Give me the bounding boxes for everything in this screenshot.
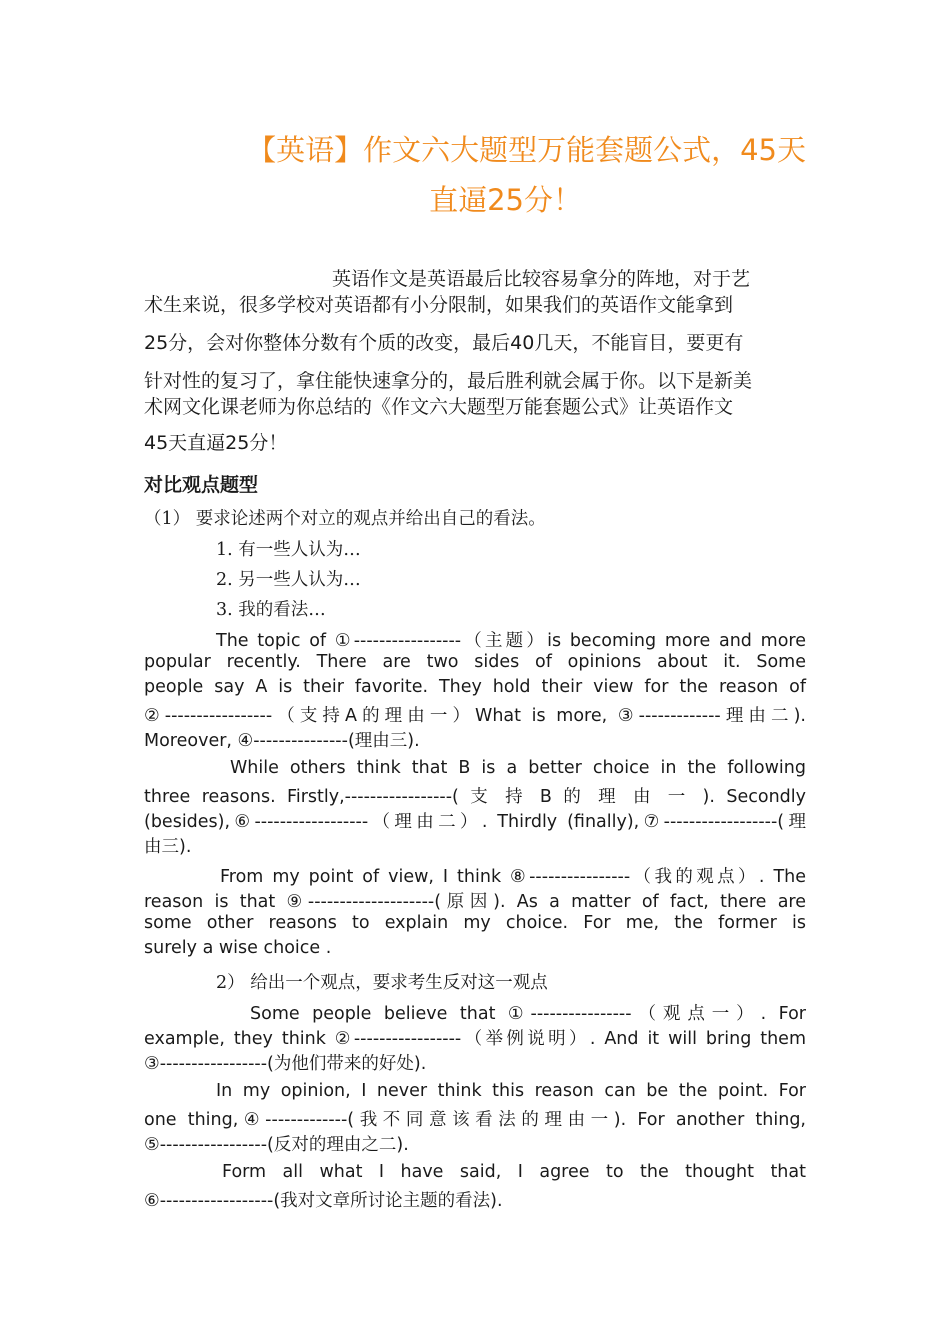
- document-title-line-2: 直逼25分！: [429, 183, 582, 217]
- para-line: ⑥------------------(我对文章所讨论主题的看法).: [144, 1191, 503, 1211]
- para-line: ②-----------------（支持A的理由一）What is more, ③-------------理由二).: [144, 706, 806, 726]
- para-line: example, they think ②-----------------（举例说明）. And it will bring them: [144, 1029, 806, 1049]
- intro-line: 45天直逼25分！: [144, 432, 288, 454]
- para-line: ⑤-----------------(反对的理由之二).: [144, 1135, 409, 1155]
- para-line: Moreover, ④---------------(理由三).: [144, 731, 420, 751]
- intro-line: 25分，会对你整体分数有个质的改变，最后40几天，不能盲目，要更有: [144, 332, 744, 354]
- list-item: 1. 有一些人认为…: [216, 540, 361, 560]
- list-item: 3. 我的看法…: [216, 600, 326, 620]
- document-title-line-1: 【英语】作文六大题型万能套题公式，45天: [247, 133, 806, 167]
- intro-line: 术生来说，很多学校对英语都有小分限制，如果我们的英语作文能拿到: [144, 294, 734, 316]
- para-line: ③-----------------(为他们带来的好处).: [144, 1054, 427, 1074]
- para-line: Form all what I have said, I agree to the thought that: [222, 1162, 806, 1182]
- para-line: one thing,④-------------(我不同意该看法的理由一). For another thing,: [144, 1110, 806, 1130]
- para-line: surely a wise choice .: [144, 938, 332, 958]
- intro-line: 针对性的复习了，拿住能快速拿分的，最后胜利就会属于你。以下是新美: [144, 370, 753, 392]
- para-line: In my opinion, I never think this reason can be the point. For: [216, 1081, 806, 1101]
- list-item: 2. 另一些人认为…: [216, 570, 361, 590]
- para-line: popular recently. There are two sides of opinions about it. Some: [144, 652, 806, 672]
- para-line: 由三).: [144, 837, 192, 857]
- question-2: 2） 给出一个观点，要求考生反对这一观点: [216, 973, 548, 993]
- para-line: reason is that ⑨--------------------(原因). As a matter of fact, there are: [144, 892, 806, 912]
- para-line: people say A is their favorite. They hold their view for the reason of: [144, 677, 806, 697]
- para-line: From my point of view, I think ⑧----------------（我的观点）. The: [220, 867, 806, 887]
- intro-line: 英语作文是英语最后比较容易拿分的阵地，对于艺: [332, 268, 751, 290]
- para-line: (besides),⑥------------------（理由二）. Thirdly (finally),⑦------------------(理: [144, 812, 806, 832]
- intro-line: 术网文化课老师为你总结的《作文六大题型万能套题公式》让英语作文: [144, 396, 734, 418]
- para-line: The topic of ①-----------------（主题）is becoming more and more: [216, 631, 806, 651]
- question-1: （1） 要求论述两个对立的观点并给出自己的看法。: [144, 509, 546, 529]
- section-heading: 对比观点题型: [144, 474, 259, 496]
- para-line: While others think that B is a better choice in the following: [230, 758, 806, 778]
- para-line: some other reasons to explain my choice. For me, the former is: [144, 913, 806, 933]
- para-line: three reasons. Firstly,-----------------( 支 持 B 的 理 由 一 ). Secondly: [144, 787, 806, 807]
- para-line: Some people believe that ①----------------（观点一）. For: [250, 1004, 806, 1024]
